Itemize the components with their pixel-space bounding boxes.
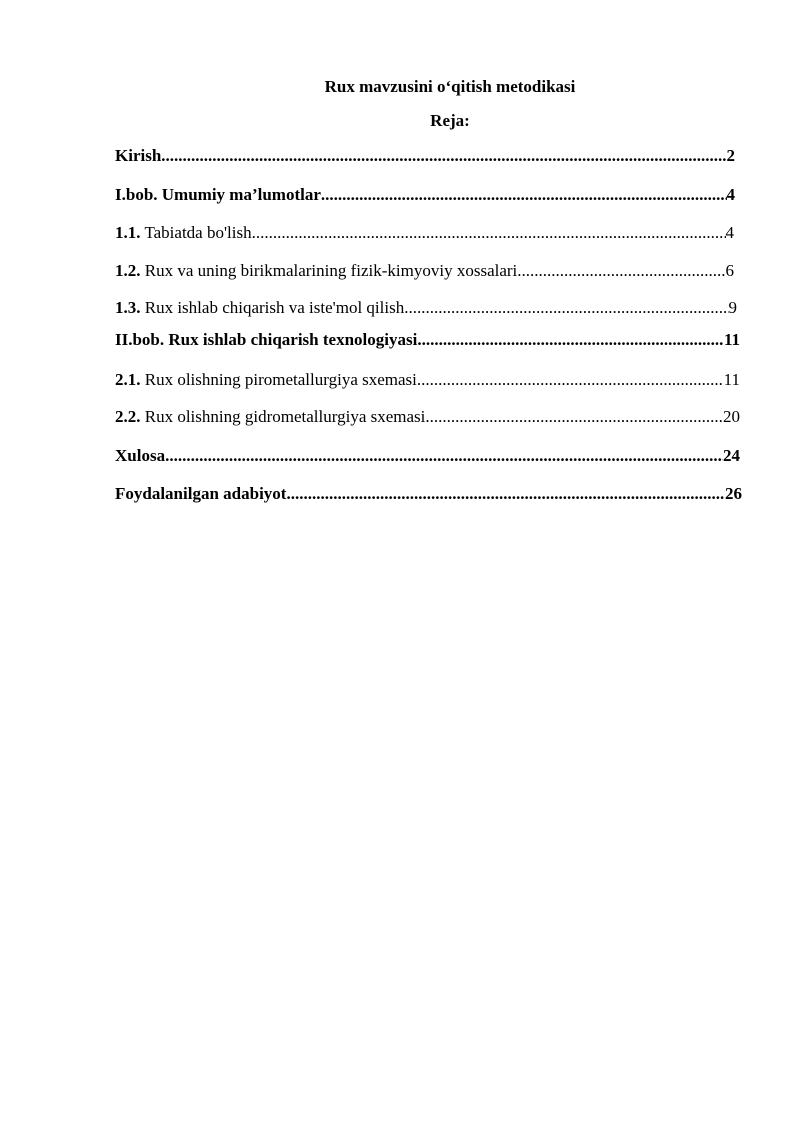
toc-entry-label: I.bob. Umumiy ma’lumotlar [115,185,321,204]
document-title: Rux mavzusini o‘qitish metodikasi [324,77,576,96]
toc-entry-page: 11 [723,370,740,389]
toc-entry-text: Rux ishlab chiqarish va iste'mol qilish [140,298,405,317]
toc-leader-dots [517,261,725,281]
toc-leader-dots [417,330,724,350]
toc-entry-label [115,298,404,318]
toc-entry-number: 1.1. [115,223,141,242]
toc-entry-page: 24 [723,446,740,465]
toc-leader-dots [425,407,723,427]
toc-entry-label [115,261,517,281]
toc-entry-chapter-1 [115,185,735,205]
toc-entry-xulosa [115,446,740,466]
toc-entry-page: 2 [726,146,735,165]
toc-entry-number: 2.1. [115,370,141,389]
toc-leader-dots [161,146,726,166]
toc-leader-dots [252,223,726,243]
toc-entry-label [115,223,252,243]
toc-leader-dots [165,446,723,466]
toc-entry-section-2-1 [115,370,740,390]
toc-entry-kirish [115,146,735,166]
toc-leader-dots [417,370,724,390]
toc-entry-page: 26 [725,484,742,503]
toc-leader-dots [321,185,727,205]
toc-entry-text: Rux va uning birikmalarining fizik-kimyoviy xossalari [140,261,518,280]
toc-entry-text: Rux olishning gidrometallurgiya sxemasi [140,407,426,426]
toc-entry-page: 20 [723,407,740,426]
toc-entry-section-1-3 [115,298,737,318]
toc-entry-section-1-2 [115,261,734,281]
toc-entry-page: 4 [725,223,734,242]
toc-entry-page: 9 [728,298,737,317]
toc-entry-section-1-1 [115,223,734,243]
toc-entry-number: 1.3. [115,298,141,317]
toc-entry-label: Foydalanilgan adabiyot [115,484,287,503]
toc-entry-number: 2.2. [115,407,141,426]
toc-entry-text: Rux olishning pirometallurgiya sxemasi [140,370,417,389]
toc-entry-label: Kirish [115,146,162,165]
document-subtitle: Reja: [430,111,470,130]
toc-entry-label: Xulosa [115,446,166,465]
toc-entry-label [115,370,417,390]
toc-entry-chapter-2 [115,330,740,350]
toc-entry-number: 1.2. [115,261,141,280]
toc-entry-text: Tabiatda bo'lish [140,223,252,242]
toc-entry-page: 6 [725,261,734,280]
toc-entry-page: 4 [726,185,735,204]
toc-entry-section-2-2 [115,407,740,427]
toc-leader-dots [404,298,728,318]
toc-entry-page: 11 [723,330,740,349]
toc-entry-adabiyot [115,484,742,504]
toc-entry-label [115,407,425,427]
toc-leader-dots [286,484,725,504]
toc-entry-label: II.bob. Rux ishlab chiqarish texnologiyasi [115,330,418,349]
